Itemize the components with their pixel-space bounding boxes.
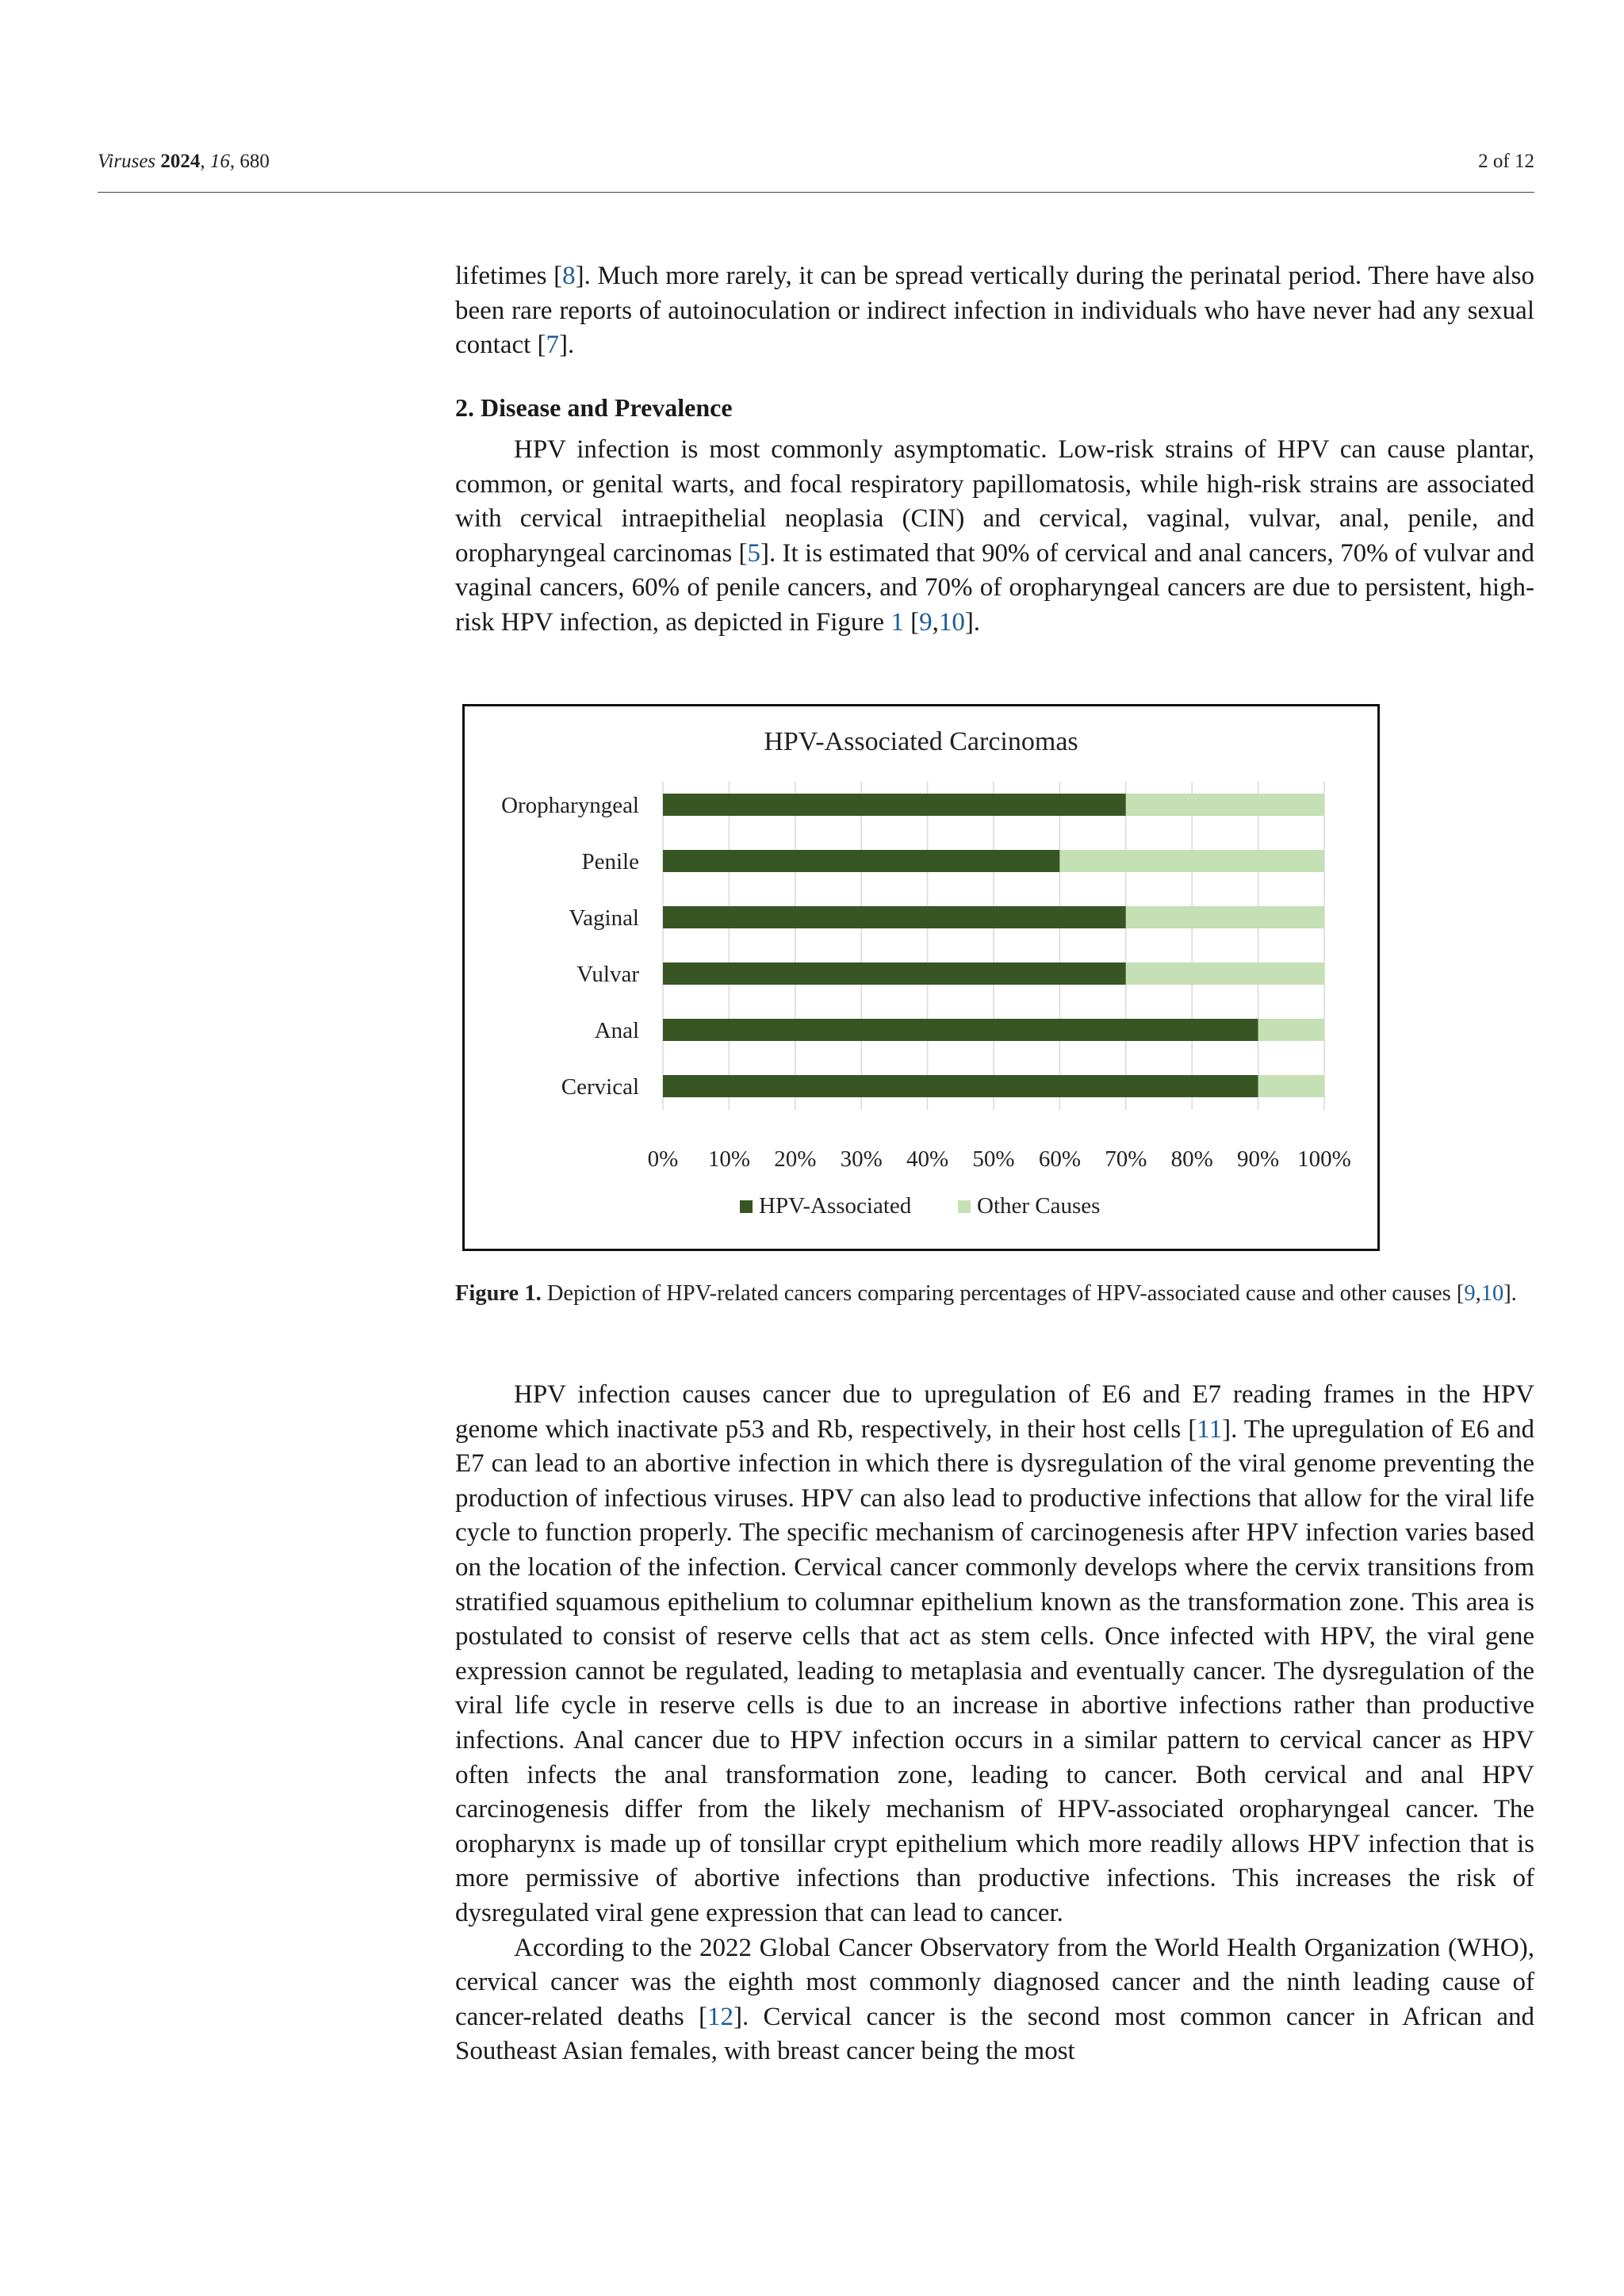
text-run: ]. Much more rarely, it can be spread vertically during the perinatal period. There have also been rare reports of autoinoculation or indirect infection in individuals who have never had any sexual contact [ xyxy=(455,262,1534,360)
other-causes-bar xyxy=(1126,962,1324,985)
other-causes-bar xyxy=(1126,906,1324,928)
disease-paragraph xyxy=(455,433,1534,641)
x-tick-label: 90% xyxy=(1237,1146,1280,1172)
legend-label: Other Causes xyxy=(977,1193,1101,1219)
intro-paragraph xyxy=(455,259,1534,363)
legend-label: HPV-Associated xyxy=(759,1193,912,1219)
figure-link[interactable]: 1 xyxy=(891,607,904,637)
citation-link[interactable]: 9 xyxy=(919,607,933,637)
text-run: [ xyxy=(903,607,920,637)
category-label: Cervical xyxy=(561,1074,639,1100)
page-number: 2 of 12 xyxy=(1478,151,1534,172)
hpv-associated-bar xyxy=(663,906,1126,928)
legend-swatch xyxy=(740,1200,753,1213)
citation-link[interactable]: 12 xyxy=(707,2002,733,2031)
text-run: HPV infection is most commonly asymptomatic. Low-risk strains of HPV can cause plantar, common, or genital warts, and focal respiratory papillomatosis, while high-risk strains are associated with cervical intraepithelial neoplasia (CIN) and cervical, vaginal, vulvar, anal, penile, and oropharyngeal carcinomas [ xyxy=(455,435,1534,568)
x-tick-label: 10% xyxy=(707,1146,750,1172)
other-causes-bar xyxy=(1258,1019,1324,1041)
text-run: lifetimes [ xyxy=(455,262,563,290)
other-causes-bar xyxy=(1126,794,1324,816)
x-tick-label: 50% xyxy=(972,1146,1015,1172)
mechanism-paragraph xyxy=(455,1378,1534,1931)
disease-paragraph-block xyxy=(455,433,1534,641)
hpv-associated-bar xyxy=(663,1075,1258,1097)
hpv-associated-bar xyxy=(663,850,1059,872)
intro-paragraph-block xyxy=(455,259,1534,363)
x-tick-label: 70% xyxy=(1105,1146,1147,1172)
figure-caption xyxy=(455,1276,1534,1311)
citation-link[interactable]: 5 xyxy=(747,538,760,568)
citation-link[interactable]: 8 xyxy=(562,262,576,290)
running-header xyxy=(98,151,1534,173)
x-tick-label: 100% xyxy=(1297,1146,1351,1172)
x-tick-label: 30% xyxy=(840,1146,883,1172)
text-run: ]. Cervical cancer is the second most common cancer in African and Southeast Asian females, with breast cancer being the most xyxy=(455,2002,1534,2066)
text-run: HPV infection causes cancer due to upregulation of E6 and E7 reading frames in the HPV genome which inactivate p53 and Rb, respectively, in their host cells [ xyxy=(455,1380,1534,1444)
journal-year: 2024 xyxy=(160,151,201,172)
journal-volume: 16 xyxy=(209,151,230,172)
section-heading: 2. Disease and Prevalence xyxy=(455,393,733,422)
text-run: ]. xyxy=(1503,1281,1517,1306)
header-divider xyxy=(98,192,1534,193)
x-tick-label: 0% xyxy=(647,1146,679,1172)
other-causes-bar xyxy=(1059,850,1324,872)
citation-link[interactable]: 10 xyxy=(1480,1281,1504,1306)
legend-swatch xyxy=(958,1200,971,1213)
prevalence-paragraph xyxy=(455,1931,1534,2069)
other-causes-bar xyxy=(1258,1075,1324,1097)
text-run: , xyxy=(932,607,939,637)
category-label: Vaginal xyxy=(569,905,639,931)
journal-citation: Viruses 2024, 16, 680 xyxy=(98,151,270,172)
x-tick-label: 20% xyxy=(774,1146,817,1172)
caption-label: Figure 1. xyxy=(455,1281,542,1306)
mechanism-paragraph-block xyxy=(455,1378,1534,2069)
citation-link[interactable]: 11 xyxy=(1197,1414,1223,1444)
category-label: Oropharyngeal xyxy=(501,793,639,818)
journal-name: Viruses xyxy=(98,151,156,172)
section-heading-block xyxy=(455,391,1534,425)
article-number: 680 xyxy=(239,151,270,172)
category-label: Anal xyxy=(594,1018,639,1043)
x-tick-label: 60% xyxy=(1038,1146,1081,1172)
text-run: ]. The upregulation of E6 and E7 can lead to an abortive infection in which there is dysregulation of the viral genome preventing the production of infectious viruses. HPV can also lead to productive infections that allow for the viral life cycle to function properly. The specific mechanism of carcinogenesis after HPV infection varies based on the location of the infection. Cervical cancer commonly develops where the cervix transitions from stratified squamous epithelium to columnar epithelium known as the transformation zone. This area is postulated to consist of reserve cells that act as stem cells. Once infected with HPV, the viral gene expression cannot be regulated, leading to metaplasia and eventually cancer. The dysregulation of the viral life cycle in reserve cells is due to an increase in abortive infections rather than productive infections. Anal cancer due to HPV infection occurs in a similar pattern to cervical cancer as HPV often infects the anal transformation zone, leading to cancer. Both cervical and anal HPV carcinogenesis differ from the likely mechanism of HPV-associated oropharyngeal cancer. The oropharynx is made up of tonsillar crypt epithelium which more readily allows HPV infection that is more permissive of abortive infections than productive infections. This increases the risk of dysregulated viral gene expression that can lead to cancer. xyxy=(455,1414,1534,1927)
x-tick-label: 80% xyxy=(1170,1146,1213,1172)
hpv-associated-bar xyxy=(663,794,1126,816)
text-run: According to the 2022 Global Cancer Observatory from the World Health Organization (WHO), cervical cancer was the eighth most commonly diagnosed cancer and the ninth leading cause of cancer-related deaths [ xyxy=(455,1933,1534,2031)
text-run: ]. xyxy=(964,607,981,637)
citation-link[interactable]: 9 xyxy=(1464,1281,1476,1306)
hpv-associated-bar xyxy=(663,1019,1258,1041)
citation-link[interactable]: 7 xyxy=(546,331,560,360)
hpv-associated-bar xyxy=(663,962,1126,985)
text-run: ]. It is estimated that 90% of cervical and anal cancers, 70% of vulvar and vaginal cancers, 60% of penile cancers, and 70% of oropharyngeal cancers are due to persistent, high-risk HPV infection, as depicted in Figure xyxy=(455,538,1534,637)
stacked-bar-chart xyxy=(465,706,1377,1248)
text-run: , xyxy=(1475,1281,1481,1306)
text-run: Depiction of HPV-related cancers comparing percentages of HPV-associated cause and other causes [ xyxy=(541,1281,1465,1306)
text-run: ]. xyxy=(559,331,575,360)
category-label: Penile xyxy=(581,849,639,874)
chart-title: HPV-Associated Carcinomas xyxy=(764,727,1078,756)
citation-link[interactable]: 10 xyxy=(938,607,965,637)
x-tick-label: 40% xyxy=(906,1146,949,1172)
category-label: Vulvar xyxy=(576,962,639,987)
figure-frame xyxy=(462,704,1380,1251)
